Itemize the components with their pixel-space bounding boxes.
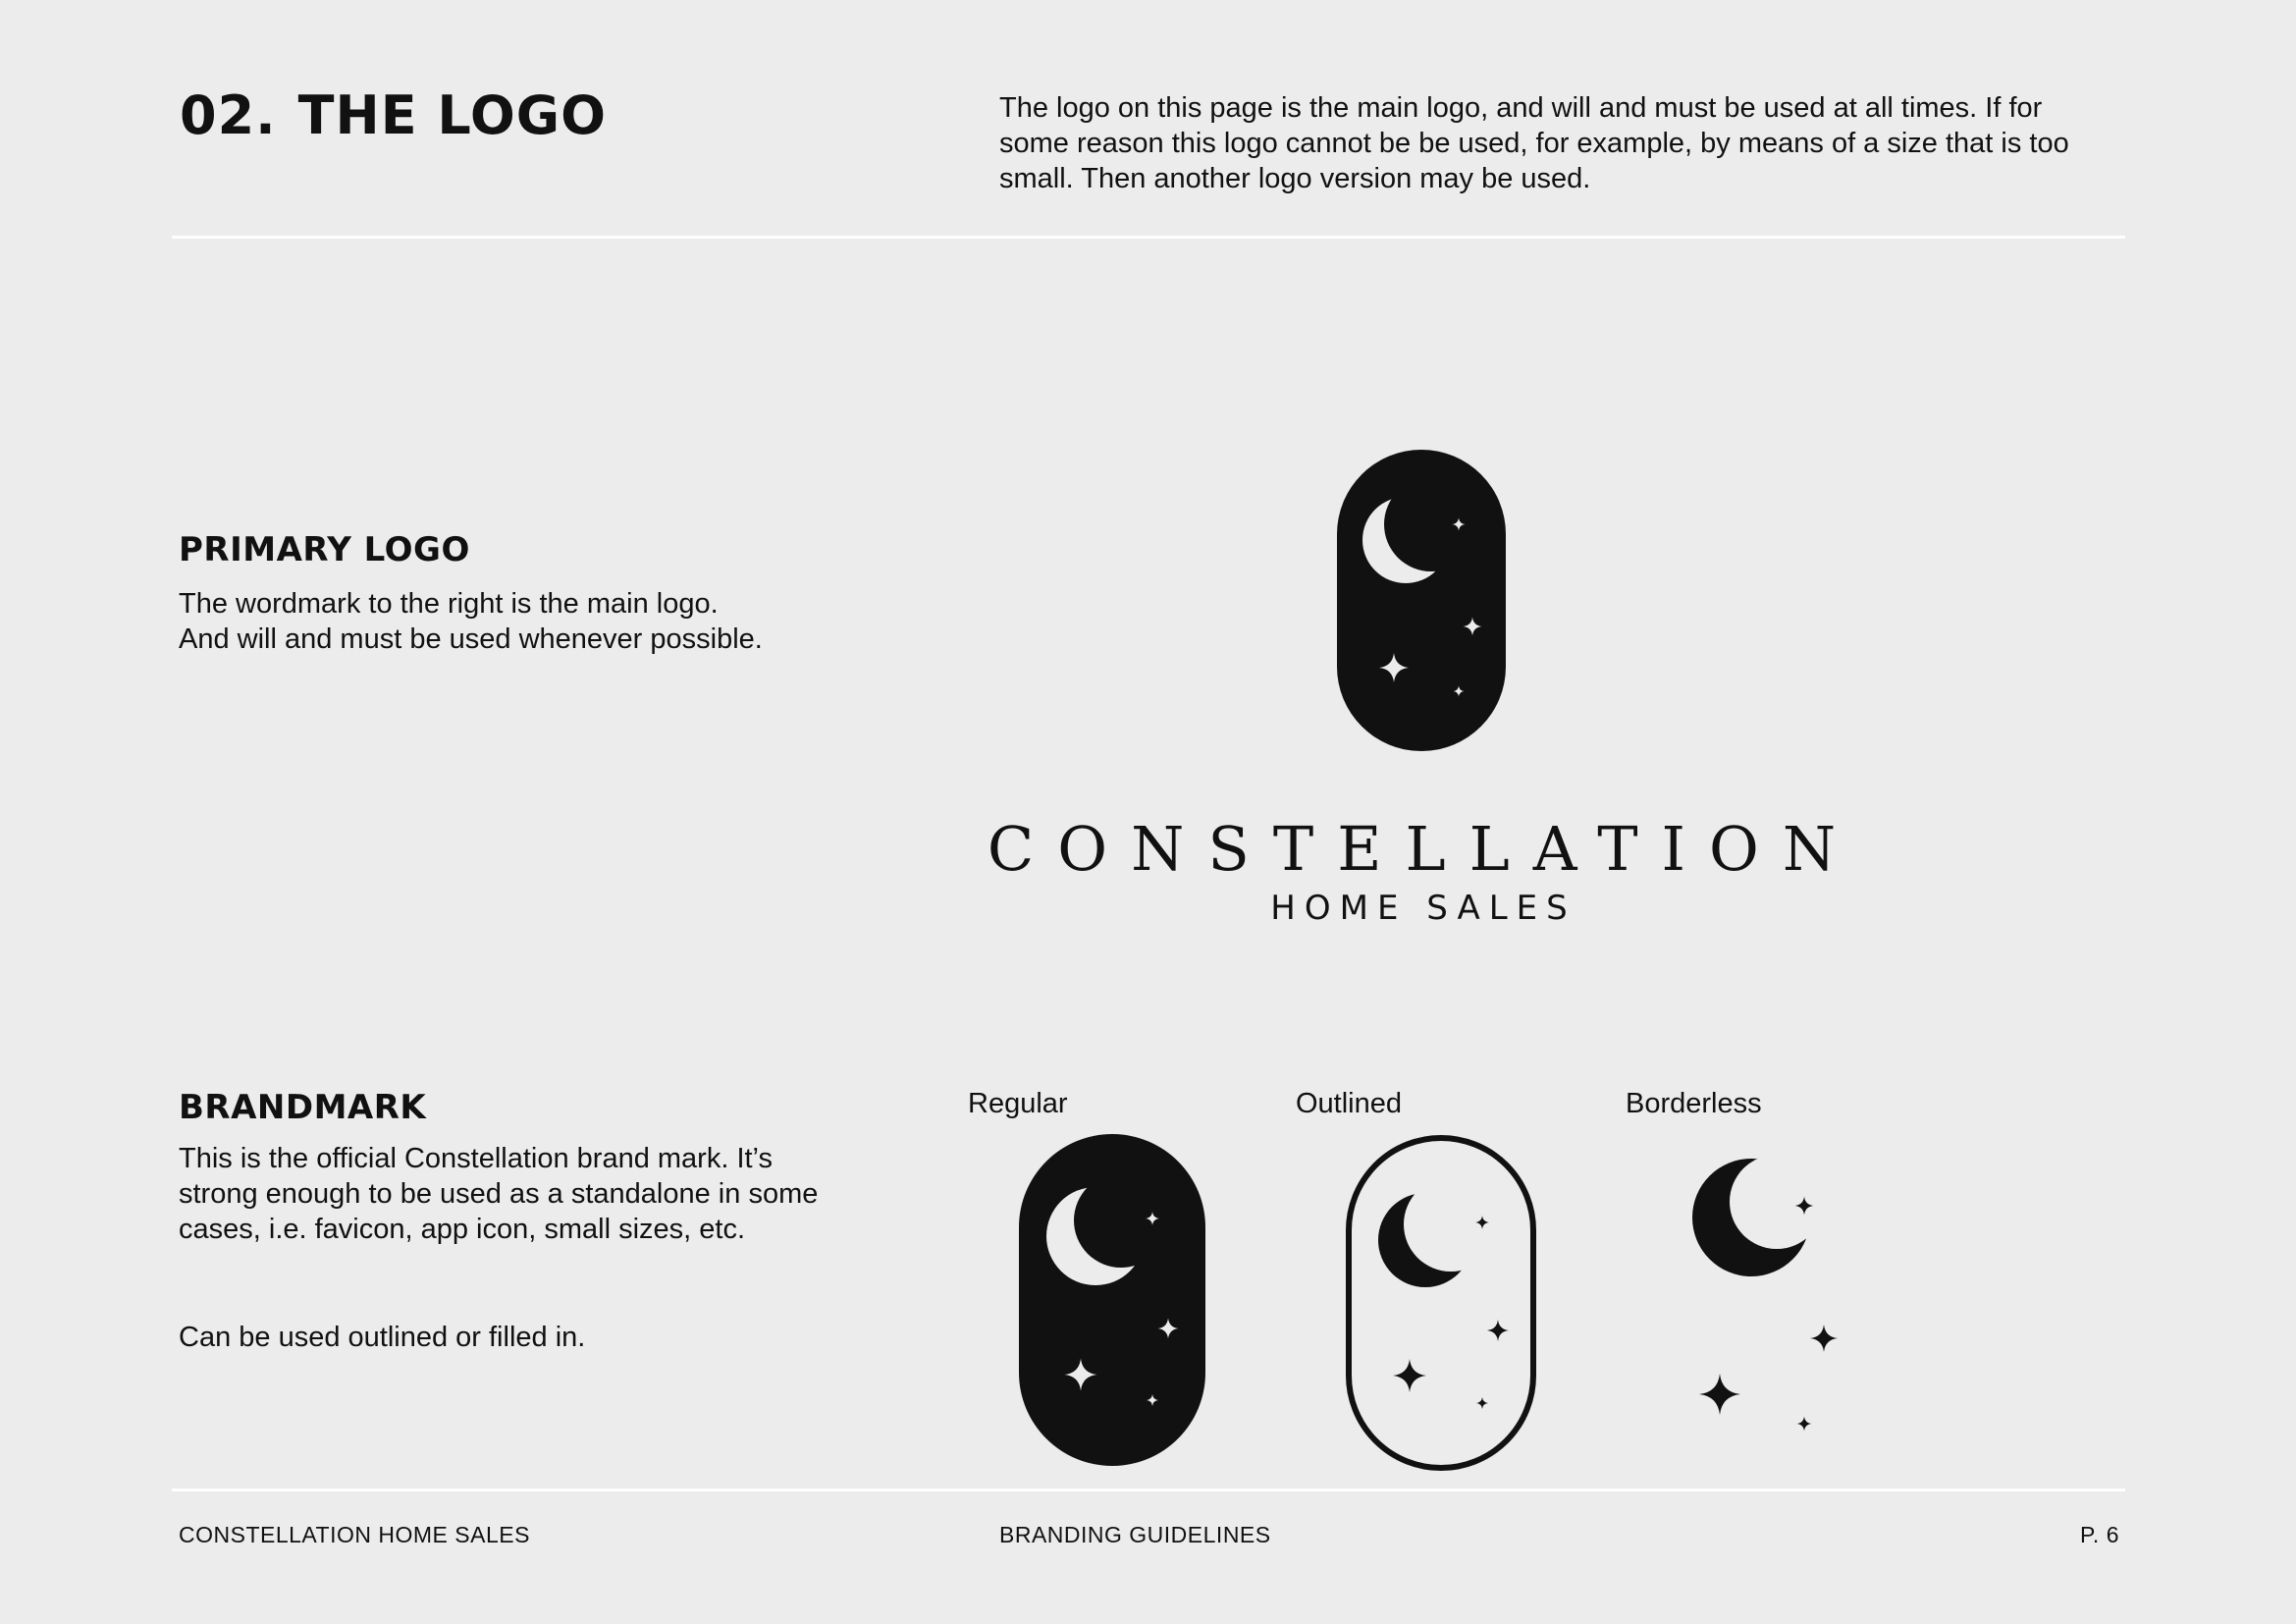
footer-divider [172, 1489, 2125, 1491]
footer-document-title: BRANDING GUIDELINES [999, 1522, 1271, 1547]
brandmark-description: This is the official Constellation brand mark. It’s strong enough to be used as a standalone in some cases, i.e. favicon, app icon, small sizes, etc. [179, 1143, 819, 1245]
primary-logo-heading: PRIMARY LOGO [179, 530, 470, 569]
page-title [180, 84, 607, 146]
variant-label-borderless: Borderless [1626, 1088, 1762, 1119]
header-divider [172, 236, 2125, 239]
variant-label-regular: Regular [968, 1088, 1068, 1119]
primary-logo-mark-icon [1337, 450, 1506, 751]
brandmark-heading: BRANDMARK [179, 1088, 427, 1127]
primary-logo-line-2: And will and must be used whenever possible. [179, 623, 763, 655]
logo-wordmark: CONSTELLATION [987, 813, 1860, 885]
variant-label-outlined: Outlined [1296, 1088, 1403, 1119]
moon-stars-outlined-icon [1345, 1134, 1537, 1472]
primary-logo-line-1: The wordmark to the right is the main logo. [179, 588, 719, 620]
primary-logo-description [179, 586, 846, 657]
section-title: THE LOGO [297, 84, 608, 146]
footer-company: CONSTELLATION HOME SALES [179, 1522, 530, 1547]
section-number: 02. [180, 84, 277, 146]
moon-stars-borderless-icon [1669, 1139, 1865, 1463]
footer-page-number: P. 6 [2080, 1522, 2119, 1547]
brandmark-note: Can be used outlined or filled in. [179, 1322, 586, 1353]
moon-stars-filled-icon [1019, 1134, 1205, 1466]
logo-submark: HOME SALES [1270, 889, 1576, 928]
intro-paragraph: The logo on this page is the main logo, and will and must be used at all times. If for some reason this logo cannot be be used, for example, by means of a size that is too small. Then another logo version may be used. [999, 92, 2069, 194]
